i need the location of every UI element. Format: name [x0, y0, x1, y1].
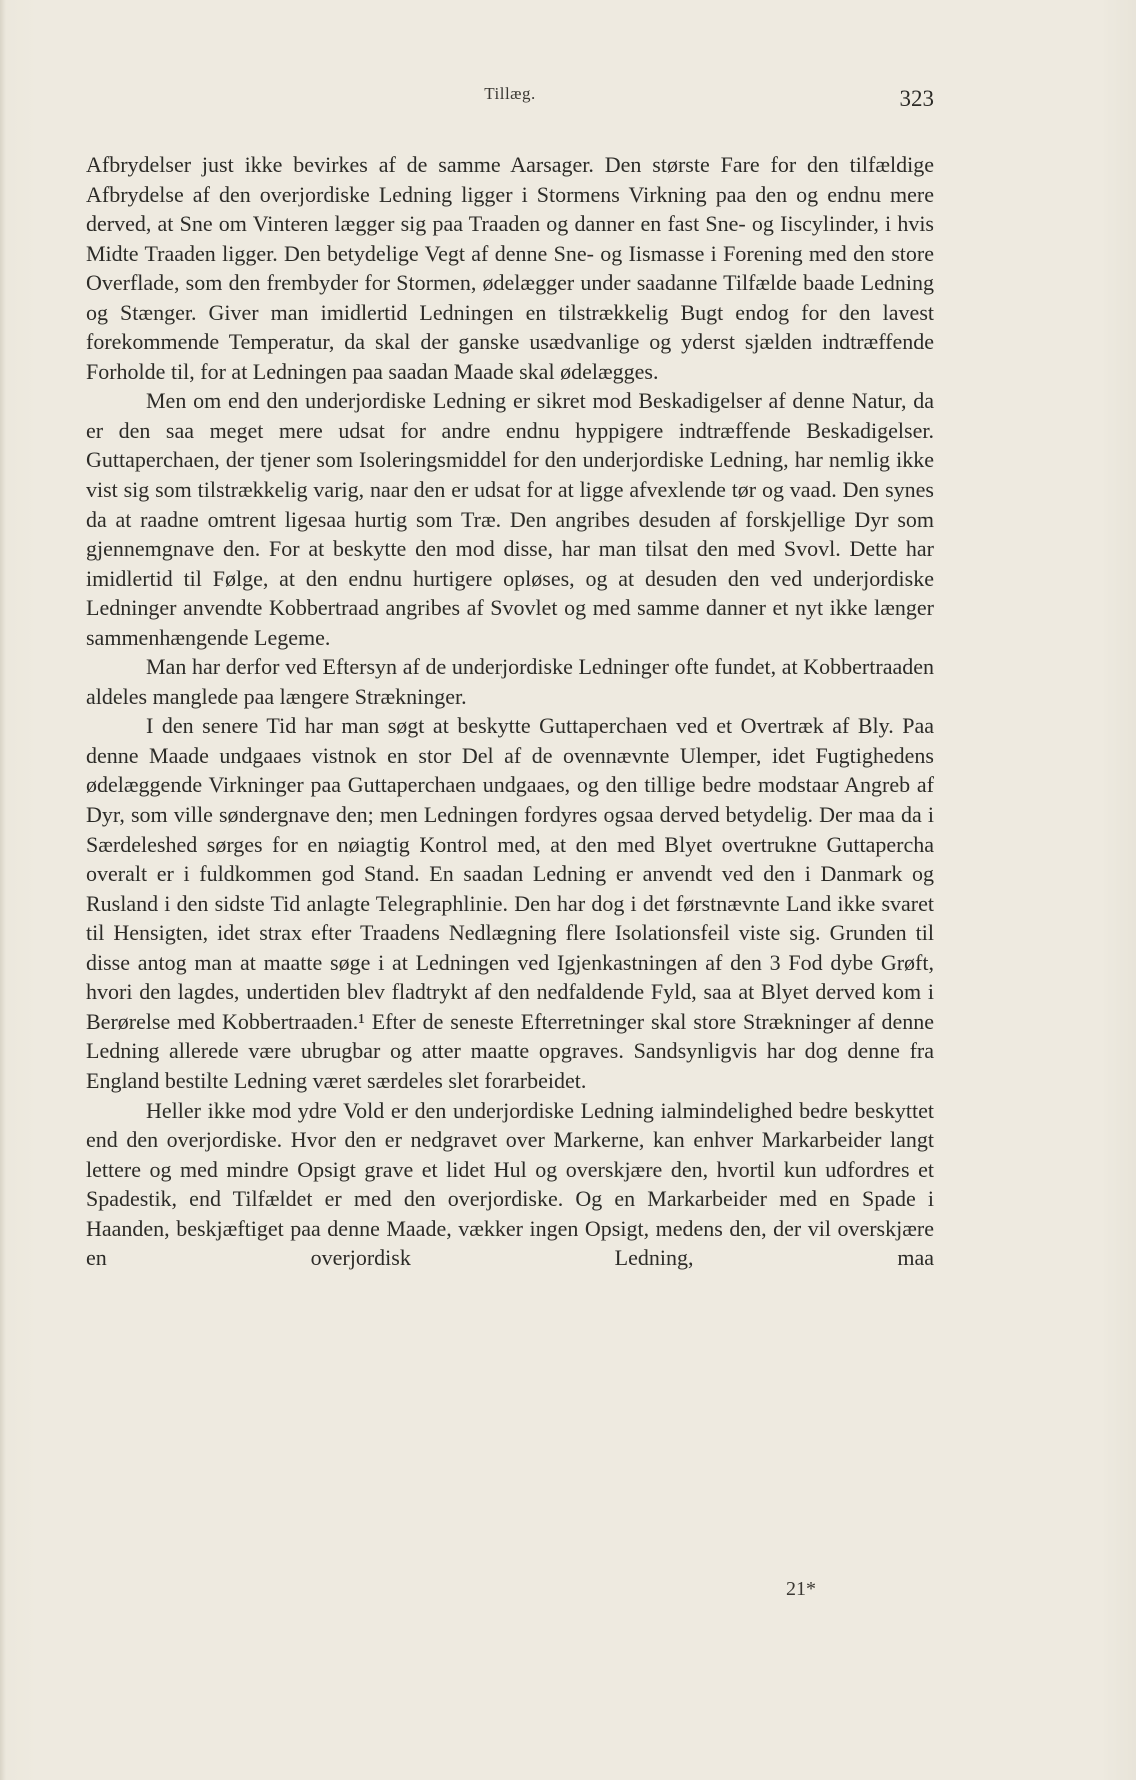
paragraph: Afbrydelser just ikke bevirkes af de samme Aarsager. Den største Fare for den tilfældige Afbrydelse af den overjordiske Ledning ligger i Stormens Virkning paa den og endnu mere derved, at Sne om Vinteren lægger sig paa Traaden og danner en fast Sne- og Iiscylinder, i hvis Midte Traaden ligger. Den betydelige Vegt af denne Sne- og Iismasse i Forening med den store Overflade, som den frembyder for Stormen, ødelægger under saadanne Tilfælde baade Ledning og Stænger. Giver man imidlertid Ledningen en tilstrækkelig Bugt endog for den lavest forekommende Temperatur, da skal der ganske usædvanlige og yderst sjælden indtræffende Forholde til, for at Ledningen paa saadan Maade skal ødelægges.	[86, 152, 934, 384]
running-head: Tillæg.	[484, 84, 536, 103]
paragraph: I den senere Tid har man søgt at beskytte Guttaperchaen ved et Overtræk af Bly. Paa denne Maade undgaaes vistnok en stor Del af de ovennævnte Ulemper, idet Fugtighedens ødelæggende Virkninger paa Guttaperchaen undgaaes, og den tillige bedre modstaar Angreb af Dyr, som ville søndergnave den; men Ledningen fordyres ogsaa derved betydelig. Der maa da i Særdeleshed sørges for en nøiagtig Kontrol med, at den med Blyet overtrukne Guttapercha overalt er i fuldkommen god Stand. En saadan Ledning er anvendt ved den i Danmark og Rusland i den sidste Tid anlagte Telegraphlinie. Den har dog i det førstnævnte Land ikke svaret til Hensigten, idet strax efter Traadens Nedlægning flere Isolationsfeil viste sig. Grunden til disse antog man at maatte søge i at Ledningen ved Igjenkastningen af den 3 Fod dybe Grøft, hvori den lagdes, undertiden blev fladtrykt af den nedfaldende Fyld, saa at Blyet derved kom i Berørelse med Kobbertraaden.¹ Efter de seneste Efterretninger skal store Strækninger af denne Ledning allerede være ubrugbar og atter maatte opgraves. Sandsynligvis har dog denne fra England bestilte Ledning været særdeles slet forarbeidet.	[86, 713, 934, 1093]
page-header	[86, 80, 934, 120]
paragraph: Men om end den underjordiske Ledning er sikret mod Beskadigelser af denne Natur, da er den saa meget mere udsat for andre endnu hyppigere indtræffende Beskadigelser. Guttaperchaen, der tjener som Isoleringsmiddel for den underjordiske Ledning, har nemlig ikke vist sig som tilstrækkelig varig, naar den er udsat for at ligge afvexlende tør og vaad. Den synes da at raadne omtrent ligesaa hurtig som Træ. Den angribes desuden af forskjellige Dyr som gjennemgnave den. For at beskytte den mod disse, har man tilsat den med Svovl. Dette har imidlertid til Følge, at den endnu hurtigere opløses, og at desuden den ved underjordiske Ledninger anvendte Kobbertraad angribes af Svovlet og med samme danner et nyt ikke længer sammenhængende Legeme.	[86, 388, 934, 650]
page-number: 323	[899, 86, 934, 111]
signature-mark: 21*	[786, 1578, 816, 1600]
paragraph: Man har derfor ved Eftersyn af de underjordiske Ledninger ofte fundet, at Kobbertraaden aldeles manglede paa længere Strækninger.	[86, 654, 934, 709]
body-text	[86, 150, 934, 1273]
paragraph: Heller ikke mod ydre Vold er den underjordiske Ledning ialmindelighed bedre beskyttet end den overjordiske. Hvor den er nedgravet over Markerne, kan enhver Markarbeider langt lettere og med mindre Opsigt grave et lidet Hul og overskjære den, hvortil kun udfordres et Spadestik, end Tilfældet er med den overjordiske. Og en Markarbeider med en Spade i Haanden, beskjæftiget paa denne Maade, vækker ingen Opsigt, medens den, der vil overskjære en overjordisk Ledning, maa	[86, 1097, 934, 1271]
